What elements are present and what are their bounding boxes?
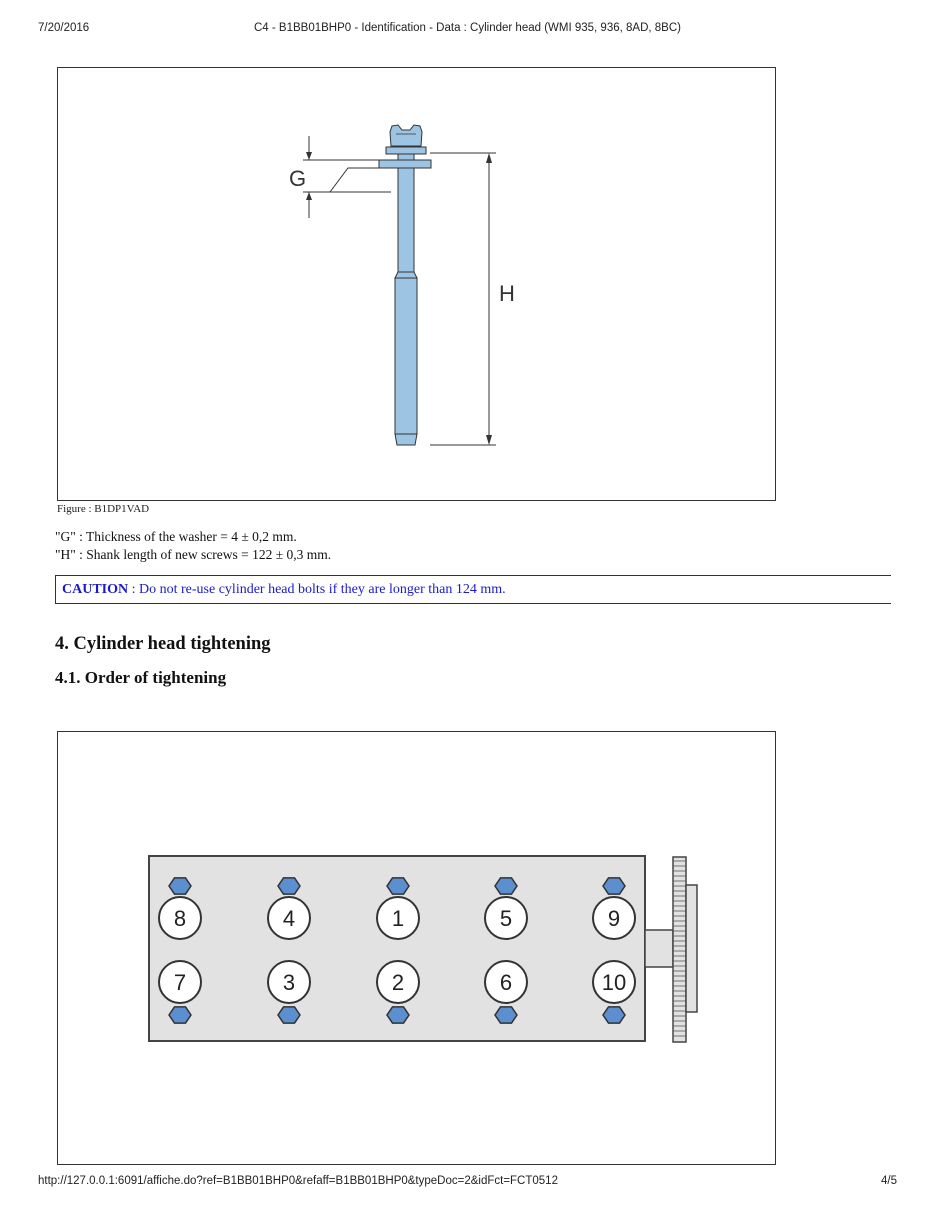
bottom-bolt-4-number: 6	[499, 970, 513, 995]
bottom-bolt-2-number: 3	[282, 970, 296, 995]
document-title: C4 - B1BB01BHP0 - Identification - Data : Cylinder head (WMI 935, 936, 8AD, 8BC)	[254, 22, 681, 34]
caution-box	[55, 575, 891, 604]
page-number: 4/5	[881, 1175, 897, 1187]
gear-hub	[686, 885, 697, 1012]
top-hex-nut-1	[169, 878, 191, 894]
bolt-flange	[386, 147, 426, 154]
top-hex-nut-5	[603, 878, 625, 894]
subsection-heading: 4.1. Order of tightening	[55, 668, 227, 687]
timing-gear	[673, 857, 686, 1042]
g-arrow-top	[306, 152, 312, 160]
bolt-head	[390, 125, 422, 146]
top-bolt-4-number: 5	[499, 906, 513, 931]
tightening-diagram	[58, 732, 775, 1164]
bolt-shank-upper	[398, 168, 414, 272]
top-bolt-1-number: 8	[173, 906, 187, 931]
section-heading: 4. Cylinder head tightening	[55, 634, 271, 654]
h-label: H	[499, 281, 515, 306]
bolt-tip	[395, 434, 417, 445]
g-leader-line	[330, 168, 394, 192]
h-arrow-bottom	[486, 435, 492, 445]
bottom-bolt-1-number: 7	[173, 970, 187, 995]
bottom-hex-nut-4	[495, 1007, 517, 1023]
spec-washer-thickness: "G" : Thickness of the washer = 4 ± 0,2 mm.	[55, 529, 297, 544]
washer	[379, 160, 431, 168]
g-arrow-bottom	[306, 192, 312, 200]
tightening-order-figure	[57, 731, 776, 1165]
top-bolt-3-number: 1	[391, 906, 405, 931]
top-hex-nut-2	[278, 878, 300, 894]
g-label: G	[289, 166, 307, 191]
print-date: 7/20/2016	[38, 22, 90, 34]
h-arrow-top	[486, 153, 492, 163]
top-bolt-2-number: 4	[282, 906, 296, 931]
camshaft-stub	[645, 930, 673, 967]
source-url: http://127.0.0.1:6091/affiche.do?ref=B1BB01BHP0&refaff=B1BB01BHP0&typeDoc=2&idFct=FCT0512	[38, 1175, 558, 1187]
bolt-figure	[57, 67, 776, 501]
bottom-hex-nut-1	[169, 1007, 191, 1023]
bottom-hex-nut-2	[278, 1007, 300, 1023]
bottom-bolt-5-number: 10	[601, 970, 627, 995]
figure-caption: Figure : B1DP1VAD	[57, 503, 150, 515]
spec-shank-length: "H" : Shank length of new screws = 122 ± 0,3 mm.	[55, 547, 332, 562]
caution-text: : Do not re-use cylinder head bolts if they are longer than 124 mm.	[128, 582, 506, 597]
bottom-hex-nut-3	[387, 1007, 409, 1023]
top-bolt-5-number: 9	[607, 906, 621, 931]
bottom-bolt-3-number: 2	[391, 970, 405, 995]
bolt-shank-thread	[395, 278, 417, 434]
top-hex-nut-3	[387, 878, 409, 894]
bottom-hex-nut-5	[603, 1007, 625, 1023]
top-hex-nut-4	[495, 878, 517, 894]
caution-label: CAUTION	[62, 582, 129, 597]
bolt-diagram	[58, 68, 775, 500]
